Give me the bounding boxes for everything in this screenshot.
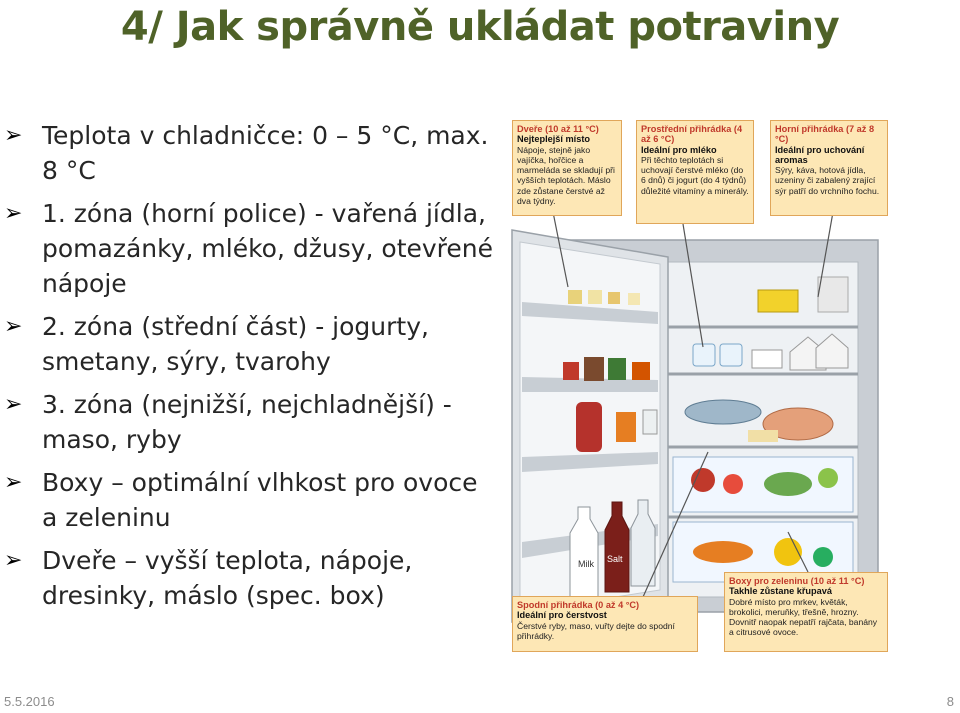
callout-bottom-text: Čerstvé ryby, maso, vuřty dejte do spodní přihrádky. bbox=[517, 620, 675, 641]
bullet-item bbox=[0, 309, 500, 379]
callout-middle bbox=[636, 120, 754, 224]
bullet-item bbox=[0, 196, 500, 301]
footer-date: 5.5.2016 bbox=[4, 694, 55, 709]
callout-top bbox=[770, 120, 888, 216]
page-number: 8 bbox=[946, 694, 954, 709]
callout-door-title: Dveře (10 až 11 °C) bbox=[517, 124, 599, 134]
arrow-bullet-icon: ➢ bbox=[4, 392, 23, 417]
bullet-list bbox=[0, 118, 500, 621]
callout-bottom-title: Spodní přihrádka (0 až 4 °C) bbox=[517, 600, 640, 610]
callout-door bbox=[512, 120, 622, 216]
bullet-item bbox=[0, 387, 500, 457]
bullet-text: 3. zóna (nejnižší, nejchladnější) - maso, ryby bbox=[42, 390, 452, 454]
arrow-bullet-icon: ➢ bbox=[4, 201, 23, 226]
bullet-text: 1. zóna (horní police) - vařená jídla, pomazánky, mléko, džusy, otevřené nápoje bbox=[42, 199, 494, 298]
callout-top-subtitle: Ideální pro uchování aromas bbox=[775, 144, 865, 165]
callout-veg-title: Boxy pro zeleninu (10 až 11 °C) bbox=[729, 576, 865, 586]
callout-bottom-subtitle: Ideální pro čerstvost bbox=[517, 610, 607, 621]
bullet-text: 2. zóna (střední část) - jogurty, smetany, sýry, tvarohy bbox=[42, 312, 429, 376]
slide-title: 4/ Jak správně ukládat potraviny bbox=[120, 4, 840, 50]
callout-top-title: Horní přihrádka (7 až 8 °C) bbox=[775, 124, 875, 145]
bullet-text: Dveře – vyšší teplota, nápoje, dresinky, máslo (spec. box) bbox=[42, 546, 413, 610]
bullet-item bbox=[0, 543, 500, 613]
callout-veg-text: Dobré místo pro mrkev, květák, brokolici, meruňky, třešně, hrozny. Dovnitř naopak nepatří rajčata, banány a citrusové ovoce. bbox=[729, 596, 878, 638]
bullet-item bbox=[0, 465, 500, 535]
arrow-bullet-icon: ➢ bbox=[4, 314, 23, 339]
callout-door-text: Nápoje, stejně jako vajíčka, hořčice a marmeláda se skladují při vyšších teplotách. Máslo zde zůstane čerstvé až dva týdny. bbox=[517, 144, 615, 207]
callout-top-text: Sýry, káva, hotová jídla, uzeniny či zabalený zrající sýr patří do vrchního fochu. bbox=[775, 165, 880, 196]
bottle-label-salt: Salt bbox=[607, 554, 623, 564]
bullet-item bbox=[0, 118, 500, 188]
bullet-text: Teplota v chladničce: 0 – 5 °C, max. 8 °C bbox=[42, 121, 489, 185]
bullet-text: Boxy – optimální vlhkost pro ovoce a zeleninu bbox=[42, 468, 478, 532]
arrow-bullet-icon: ➢ bbox=[4, 123, 23, 148]
callout-veg bbox=[724, 572, 888, 652]
callout-bottom bbox=[512, 596, 698, 652]
callout-middle-text: Při těchto teplotách si uchovají čerstvé mléko (do 6 dnů) či jogurt (do 4 týdnů) důležité vitamíny a minerály. bbox=[641, 154, 749, 196]
callout-veg-subtitle: Takhle zůstane křupavá bbox=[729, 586, 832, 597]
arrow-bullet-icon: ➢ bbox=[4, 548, 23, 573]
callout-middle-subtitle: Ideální pro mléko bbox=[641, 144, 717, 155]
fridge-figure bbox=[508, 112, 892, 652]
callout-middle-title: Prostřední přihrádka (4 až 6 °C) bbox=[641, 124, 743, 145]
bottle-label-milk: Milk bbox=[578, 559, 594, 569]
arrow-bullet-icon: ➢ bbox=[4, 470, 23, 495]
callout-door-subtitle: Nejteplejší místo bbox=[517, 134, 591, 145]
